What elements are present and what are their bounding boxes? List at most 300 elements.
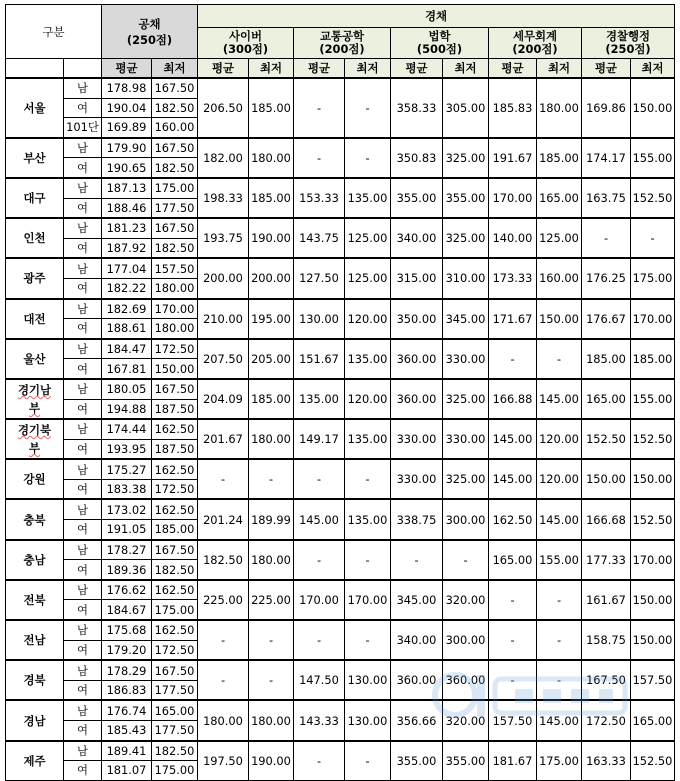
blank-header bbox=[6, 59, 64, 79]
track-avg: - bbox=[489, 620, 537, 660]
gender-cell: 남 bbox=[64, 218, 102, 238]
track-avg: 170.00 bbox=[489, 178, 537, 218]
table-row bbox=[6, 580, 675, 600]
track-min: 330.00 bbox=[443, 419, 489, 459]
track-min: 125.00 bbox=[345, 218, 391, 258]
track-avg: - bbox=[582, 218, 631, 258]
region-name: 부 bbox=[28, 401, 40, 415]
gongchae-min: 180.00 bbox=[152, 319, 198, 339]
track-min: 325.00 bbox=[443, 218, 489, 258]
track-avg: 330.00 bbox=[391, 419, 443, 459]
gongchae-avg: 182.22 bbox=[102, 278, 152, 298]
track-avg: 176.25 bbox=[582, 258, 631, 298]
track-min: 152.50 bbox=[631, 741, 675, 781]
track-avg: - bbox=[294, 78, 345, 138]
gongchae-avg: 188.46 bbox=[102, 198, 152, 218]
track-avg: 330.00 bbox=[391, 459, 443, 499]
region-name: 제주 bbox=[23, 753, 46, 768]
track-points: (300점) bbox=[222, 42, 269, 56]
track-avg: 151.67 bbox=[294, 339, 345, 379]
track-avg: 167.50 bbox=[582, 660, 631, 700]
track-avg: 185.83 bbox=[489, 78, 537, 138]
gongchae-min: 167.50 bbox=[152, 660, 198, 680]
gongchae-avg: 190.04 bbox=[102, 98, 152, 118]
track-avg: - bbox=[198, 660, 249, 700]
gongchae-min: 185.00 bbox=[152, 520, 198, 540]
track-avg: 152.50 bbox=[582, 419, 631, 459]
track-min: - bbox=[537, 660, 582, 700]
gongchae-min: 162.50 bbox=[152, 620, 198, 640]
gongchae-avg: 175.27 bbox=[102, 459, 152, 479]
gongchae-points: (250점) bbox=[126, 32, 173, 47]
track-avg: 127.50 bbox=[294, 258, 345, 298]
region-name: 전북 bbox=[23, 592, 46, 607]
gongchae-avg: 181.23 bbox=[102, 218, 152, 238]
track-avg: 193.75 bbox=[198, 218, 249, 258]
gongchae-avg: 189.36 bbox=[102, 560, 152, 580]
gender-cell: 남 bbox=[64, 741, 102, 761]
avg-label: 평균 bbox=[391, 59, 443, 79]
track-min: 170.00 bbox=[631, 299, 675, 339]
track-avg: 147.50 bbox=[294, 660, 345, 700]
gongchae-avg: 178.98 bbox=[102, 78, 152, 98]
track-avg: - bbox=[489, 580, 537, 620]
min-label: 최저 bbox=[443, 59, 489, 79]
table-row bbox=[6, 499, 675, 519]
track-avg: 172.50 bbox=[582, 700, 631, 740]
avg-label: 평균 bbox=[582, 59, 631, 79]
track-avg: 356.66 bbox=[391, 700, 443, 740]
gender-cell: 여 bbox=[64, 359, 102, 379]
gender-cell: 여 bbox=[64, 640, 102, 660]
table-row bbox=[6, 218, 675, 238]
region-name: 부산 bbox=[23, 150, 46, 165]
track-header bbox=[294, 28, 391, 59]
track-avg: 130.00 bbox=[294, 299, 345, 339]
track-avg: 350.00 bbox=[391, 299, 443, 339]
gongchae-min: 167.50 bbox=[152, 540, 198, 560]
track-avg: 207.50 bbox=[198, 339, 249, 379]
track-min: 355.00 bbox=[443, 741, 489, 781]
gender-cell: 남 bbox=[64, 299, 102, 319]
gongchae-avg: 181.07 bbox=[102, 761, 152, 781]
track-avg: - bbox=[294, 138, 345, 178]
min-label: 최저 bbox=[152, 59, 198, 79]
gubun-header: 구분 bbox=[6, 5, 102, 59]
gongchae-min: 182.50 bbox=[152, 98, 198, 118]
track-min: 150.00 bbox=[631, 459, 675, 499]
track-min: 120.00 bbox=[537, 459, 582, 499]
gongchae-avg: 190.65 bbox=[102, 158, 152, 178]
track-avg: 158.75 bbox=[582, 620, 631, 660]
gongchae-avg: 180.05 bbox=[102, 379, 152, 399]
gongchae-min: 182.50 bbox=[152, 560, 198, 580]
track-avg: 157.50 bbox=[489, 700, 537, 740]
track-avg: 174.17 bbox=[582, 138, 631, 178]
track-avg: - bbox=[198, 620, 249, 660]
gender-cell: 남 bbox=[64, 660, 102, 680]
min-label: 최저 bbox=[249, 59, 294, 79]
gongchae-title: 공채 bbox=[138, 16, 161, 31]
gongchae-avg: 186.83 bbox=[102, 680, 152, 700]
track-min: 130.00 bbox=[345, 660, 391, 700]
track-avg: 360.00 bbox=[391, 379, 443, 419]
track-min: 195.00 bbox=[249, 299, 294, 339]
track-avg: 197.50 bbox=[198, 741, 249, 781]
track-name: 법학 bbox=[428, 29, 451, 43]
region-cell bbox=[6, 660, 64, 700]
table-row bbox=[6, 178, 675, 198]
track-min: 170.00 bbox=[345, 580, 391, 620]
gongchae-avg: 191.05 bbox=[102, 520, 152, 540]
track-avg: 180.00 bbox=[198, 700, 249, 740]
track-avg: 360.00 bbox=[391, 660, 443, 700]
track-avg: 145.00 bbox=[489, 419, 537, 459]
track-min: 135.00 bbox=[345, 339, 391, 379]
track-min: - bbox=[345, 138, 391, 178]
region-name: 대전 bbox=[23, 311, 46, 326]
gender-cell: 남 bbox=[64, 138, 102, 158]
track-min: 135.00 bbox=[345, 419, 391, 459]
table-row bbox=[6, 459, 675, 479]
region-cell bbox=[6, 620, 64, 660]
region-name: 경기남 bbox=[17, 383, 51, 397]
track-points: (500점) bbox=[416, 42, 463, 56]
gongchae-header bbox=[102, 5, 198, 59]
track-min: 160.00 bbox=[537, 258, 582, 298]
track-avg: 225.00 bbox=[198, 580, 249, 620]
track-min: 185.00 bbox=[249, 178, 294, 218]
track-avg: 153.33 bbox=[294, 178, 345, 218]
gongchae-avg: 187.13 bbox=[102, 178, 152, 198]
track-min: 310.00 bbox=[443, 258, 489, 298]
gender-cell: 여 bbox=[64, 158, 102, 178]
track-header bbox=[198, 28, 294, 59]
gongchae-min: 167.50 bbox=[152, 138, 198, 158]
track-avg: 149.17 bbox=[294, 419, 345, 459]
table-row bbox=[6, 660, 675, 680]
track-min: 145.00 bbox=[537, 379, 582, 419]
track-min: 300.00 bbox=[443, 499, 489, 539]
track-min: 145.00 bbox=[537, 700, 582, 740]
track-avg: 166.68 bbox=[582, 499, 631, 539]
track-avg: 355.00 bbox=[391, 178, 443, 218]
gongchae-min: 150.00 bbox=[152, 359, 198, 379]
gongchae-min: 172.50 bbox=[152, 339, 198, 359]
track-avg: 176.67 bbox=[582, 299, 631, 339]
gongchae-min: 175.00 bbox=[152, 600, 198, 620]
track-avg: 340.00 bbox=[391, 218, 443, 258]
table-row bbox=[6, 379, 675, 399]
track-avg: 201.24 bbox=[198, 499, 249, 539]
track-min: 130.00 bbox=[345, 700, 391, 740]
gongchae-min: 177.50 bbox=[152, 198, 198, 218]
gongchae-avg: 173.02 bbox=[102, 499, 152, 519]
gender-cell: 남 bbox=[64, 78, 102, 98]
table-row bbox=[6, 419, 675, 439]
gender-cell: 여 bbox=[64, 560, 102, 580]
avg-label: 평균 bbox=[294, 59, 345, 79]
region-name: 경남 bbox=[23, 713, 46, 728]
track-min: - bbox=[443, 540, 489, 580]
track-min: 145.00 bbox=[537, 499, 582, 539]
track-avg: - bbox=[489, 339, 537, 379]
track-min: 180.00 bbox=[249, 540, 294, 580]
region-cell bbox=[6, 741, 64, 781]
track-min: - bbox=[537, 339, 582, 379]
blank-header bbox=[64, 59, 102, 79]
min-label: 최저 bbox=[537, 59, 582, 79]
gender-cell: 남 bbox=[64, 540, 102, 560]
track-avg: 162.50 bbox=[489, 499, 537, 539]
table-row bbox=[6, 78, 675, 98]
gongchae-avg: 185.43 bbox=[102, 721, 152, 741]
gongchae-min: 157.50 bbox=[152, 258, 198, 278]
min-label: 최저 bbox=[631, 59, 675, 79]
track-min: - bbox=[249, 620, 294, 660]
track-min: 180.00 bbox=[249, 419, 294, 459]
track-avg: 201.67 bbox=[198, 419, 249, 459]
gender-cell: 여 bbox=[64, 721, 102, 741]
track-min: 225.00 bbox=[249, 580, 294, 620]
track-avg: 210.00 bbox=[198, 299, 249, 339]
region-cell bbox=[6, 700, 64, 740]
track-avg: 143.75 bbox=[294, 218, 345, 258]
region-cell bbox=[6, 540, 64, 580]
gender-cell: 101단 bbox=[64, 118, 102, 138]
track-header bbox=[391, 28, 489, 59]
track-min: 305.00 bbox=[443, 78, 489, 138]
gongchae-min: 177.50 bbox=[152, 680, 198, 700]
track-avg: 181.67 bbox=[489, 741, 537, 781]
gongchae-avg: 167.81 bbox=[102, 359, 152, 379]
table-body bbox=[6, 78, 675, 780]
track-avg: 171.67 bbox=[489, 299, 537, 339]
region-cell bbox=[6, 299, 64, 339]
region-cell bbox=[6, 499, 64, 539]
track-min: 355.00 bbox=[443, 178, 489, 218]
table-row bbox=[6, 258, 675, 278]
region-name: 충남 bbox=[23, 552, 46, 567]
region-cell bbox=[6, 419, 64, 459]
track-min: - bbox=[345, 78, 391, 138]
avg-label: 평균 bbox=[489, 59, 537, 79]
track-min: 180.00 bbox=[249, 700, 294, 740]
track-avg: 182.00 bbox=[198, 138, 249, 178]
gongchae-avg: 178.27 bbox=[102, 540, 152, 560]
track-avg: - bbox=[198, 459, 249, 499]
table-header bbox=[6, 5, 675, 79]
track-header bbox=[582, 28, 675, 59]
track-min: 185.00 bbox=[537, 138, 582, 178]
region-name: 경북 bbox=[23, 673, 46, 688]
track-avg: 165.00 bbox=[582, 379, 631, 419]
track-avg: 185.00 bbox=[582, 339, 631, 379]
region-name: 강원 bbox=[23, 472, 46, 487]
track-min: 345.00 bbox=[443, 299, 489, 339]
track-min: - bbox=[249, 459, 294, 499]
track-min: 165.00 bbox=[631, 700, 675, 740]
gender-cell: 남 bbox=[64, 499, 102, 519]
gongchae-avg: 179.90 bbox=[102, 138, 152, 158]
gender-cell: 여 bbox=[64, 98, 102, 118]
track-min: 325.00 bbox=[443, 379, 489, 419]
region-cell bbox=[6, 78, 64, 138]
track-min: 150.00 bbox=[631, 580, 675, 620]
gongchae-avg: 176.74 bbox=[102, 700, 152, 720]
track-avg: 191.67 bbox=[489, 138, 537, 178]
track-avg: 140.00 bbox=[489, 218, 537, 258]
track-avg: 163.33 bbox=[582, 741, 631, 781]
gongchae-avg: 177.04 bbox=[102, 258, 152, 278]
track-min: 120.00 bbox=[345, 379, 391, 419]
gongchae-min: 162.50 bbox=[152, 499, 198, 519]
gongchae-min: 182.50 bbox=[152, 238, 198, 258]
track-min: 152.50 bbox=[631, 499, 675, 539]
track-avg: 143.33 bbox=[294, 700, 345, 740]
region-cell bbox=[6, 138, 64, 178]
track-min: 200.00 bbox=[249, 258, 294, 298]
gongchae-avg: 189.41 bbox=[102, 741, 152, 761]
gongchae-min: 167.50 bbox=[152, 218, 198, 238]
track-min: 125.00 bbox=[345, 258, 391, 298]
gender-cell: 여 bbox=[64, 439, 102, 459]
gender-cell: 여 bbox=[64, 761, 102, 781]
gender-cell: 여 bbox=[64, 399, 102, 419]
gongchae-min: 165.00 bbox=[152, 700, 198, 720]
track-min: 152.50 bbox=[631, 178, 675, 218]
track-min: - bbox=[345, 459, 391, 499]
track-avg: - bbox=[489, 660, 537, 700]
gongchae-min: 160.00 bbox=[152, 118, 198, 138]
track-avg: 204.09 bbox=[198, 379, 249, 419]
track-min: 320.00 bbox=[443, 580, 489, 620]
gongchae-min: 175.00 bbox=[152, 761, 198, 781]
region-cell bbox=[6, 580, 64, 620]
track-min: 135.00 bbox=[345, 178, 391, 218]
gender-cell: 여 bbox=[64, 600, 102, 620]
gongchae-min: 175.00 bbox=[152, 178, 198, 198]
gongchae-min: 187.50 bbox=[152, 439, 198, 459]
track-avg: 169.86 bbox=[582, 78, 631, 138]
gender-cell: 여 bbox=[64, 520, 102, 540]
track-avg: 145.00 bbox=[294, 499, 345, 539]
track-min: 120.00 bbox=[345, 299, 391, 339]
track-avg: - bbox=[294, 540, 345, 580]
gyeongchae-header: 경채 bbox=[198, 5, 675, 28]
track-min: 325.00 bbox=[443, 138, 489, 178]
track-min: - bbox=[537, 620, 582, 660]
track-avg: - bbox=[294, 741, 345, 781]
table-row bbox=[6, 741, 675, 761]
track-avg: - bbox=[294, 620, 345, 660]
gongchae-avg: 183.38 bbox=[102, 479, 152, 499]
gongchae-avg: 184.47 bbox=[102, 339, 152, 359]
gender-cell: 남 bbox=[64, 379, 102, 399]
gongchae-avg: 178.29 bbox=[102, 660, 152, 680]
track-min: 205.00 bbox=[249, 339, 294, 379]
region-cell bbox=[6, 379, 64, 419]
track-avg: 345.00 bbox=[391, 580, 443, 620]
track-avg: 340.00 bbox=[391, 620, 443, 660]
track-min: 175.00 bbox=[631, 258, 675, 298]
track-name: 사이버 bbox=[228, 29, 262, 43]
gongchae-avg: 187.92 bbox=[102, 238, 152, 258]
gongchae-min: 180.00 bbox=[152, 278, 198, 298]
track-header bbox=[489, 28, 582, 59]
gender-cell: 여 bbox=[64, 238, 102, 258]
track-min: 150.00 bbox=[537, 299, 582, 339]
track-min: 150.00 bbox=[631, 620, 675, 660]
track-min: 170.00 bbox=[631, 540, 675, 580]
gongchae-avg: 184.67 bbox=[102, 600, 152, 620]
track-min: 185.00 bbox=[249, 379, 294, 419]
region-name: 광주 bbox=[23, 271, 46, 286]
track-min: - bbox=[537, 580, 582, 620]
track-min: 150.00 bbox=[631, 78, 675, 138]
gongchae-min: 167.50 bbox=[152, 78, 198, 98]
track-name: 세무회계 bbox=[512, 29, 557, 43]
track-avg: 161.67 bbox=[582, 580, 631, 620]
region-name: 부 bbox=[28, 441, 40, 456]
gongchae-avg: 169.89 bbox=[102, 118, 152, 138]
region-name: 전남 bbox=[23, 633, 46, 648]
gongchae-avg: 193.95 bbox=[102, 439, 152, 459]
track-min: - bbox=[249, 660, 294, 700]
track-avg: 145.00 bbox=[489, 459, 537, 499]
track-min: 157.50 bbox=[631, 660, 675, 700]
track-min: 190.00 bbox=[249, 218, 294, 258]
region-name: 충북 bbox=[23, 512, 46, 527]
label-header-row bbox=[6, 59, 675, 79]
track-min: 120.00 bbox=[537, 419, 582, 459]
table-row bbox=[6, 299, 675, 319]
track-avg: 338.75 bbox=[391, 499, 443, 539]
gongchae-min: 182.50 bbox=[152, 741, 198, 761]
track-min: 185.00 bbox=[249, 78, 294, 138]
gongchae-avg: 176.62 bbox=[102, 580, 152, 600]
gongchae-avg: 174.44 bbox=[102, 419, 152, 439]
gongchae-avg: 188.61 bbox=[102, 319, 152, 339]
track-min: 135.00 bbox=[345, 499, 391, 539]
gongchae-min: 167.50 bbox=[152, 379, 198, 399]
track-min: 300.00 bbox=[443, 620, 489, 660]
track-min: - bbox=[345, 540, 391, 580]
table-row bbox=[6, 138, 675, 158]
region-name: 인천 bbox=[23, 231, 46, 246]
region-cell bbox=[6, 339, 64, 379]
track-avg: 150.00 bbox=[582, 459, 631, 499]
track-avg: 135.00 bbox=[294, 379, 345, 419]
region-name: 서울 bbox=[23, 100, 46, 115]
gender-cell: 남 bbox=[64, 258, 102, 278]
gongchae-min: 172.50 bbox=[152, 640, 198, 660]
track-min: 190.00 bbox=[249, 741, 294, 781]
track-min: 180.00 bbox=[537, 78, 582, 138]
score-table bbox=[5, 4, 675, 781]
track-min: 175.00 bbox=[537, 741, 582, 781]
track-avg: 198.33 bbox=[198, 178, 249, 218]
track-avg: 182.50 bbox=[198, 540, 249, 580]
track-avg: 355.00 bbox=[391, 741, 443, 781]
track-min: - bbox=[345, 620, 391, 660]
track-min: 185.00 bbox=[631, 339, 675, 379]
min-label: 최저 bbox=[345, 59, 391, 79]
track-avg: 360.00 bbox=[391, 339, 443, 379]
track-avg: 206.50 bbox=[198, 78, 249, 138]
gongchae-avg: 182.69 bbox=[102, 299, 152, 319]
track-min: 155.00 bbox=[631, 379, 675, 419]
